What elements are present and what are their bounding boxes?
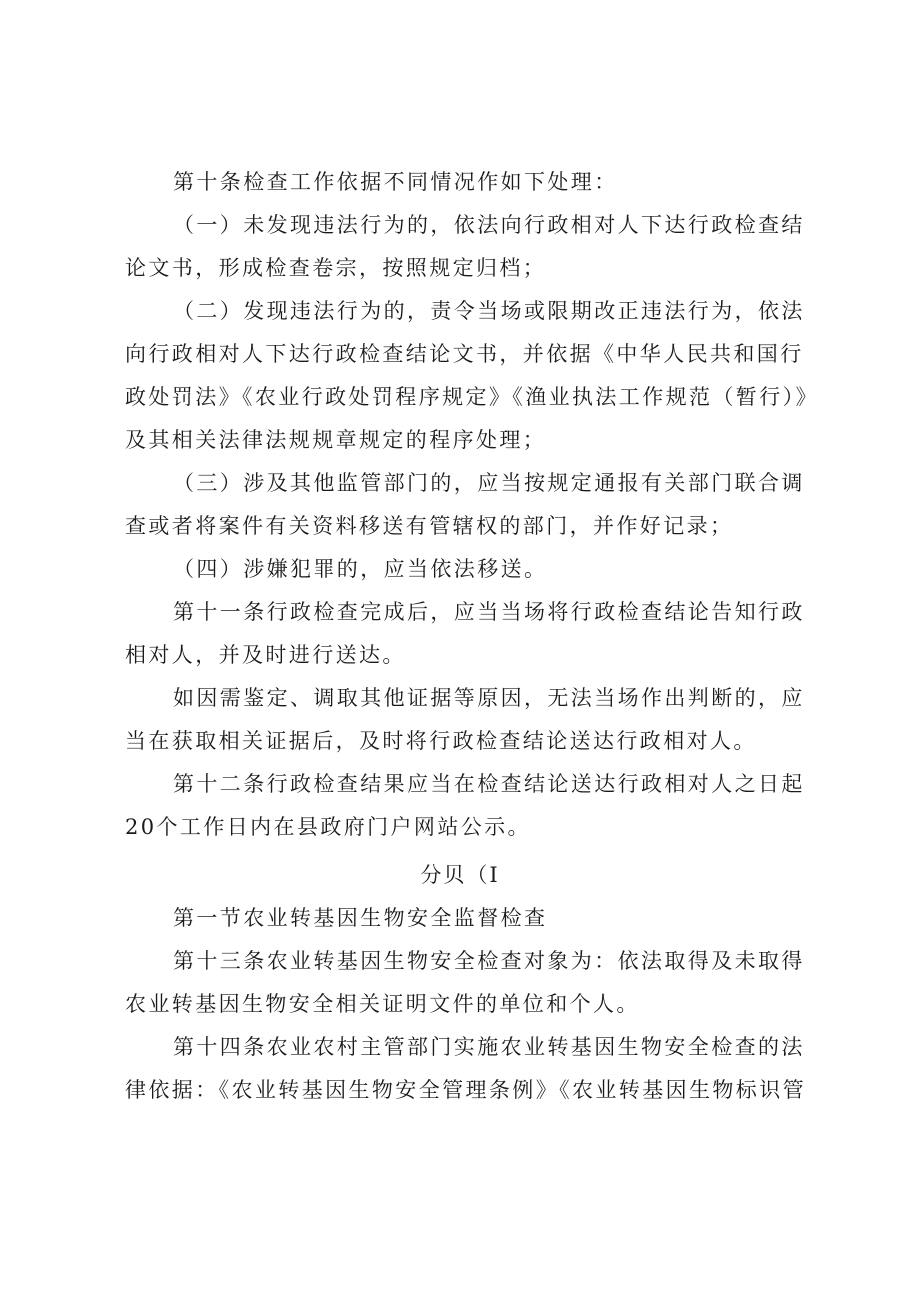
paragraph-article-11: 第十一条行政检查完成后，应当当场将行政检查结论告知行政相对人，并及时进行送达。	[125, 600, 805, 667]
paragraph-article-12: 第十二条行政检查结果应当在检查结论送达行政相对人之日起20个工作日内在县政府门户网站公示。	[125, 772, 805, 839]
paragraph-section-1-title: 第一节农业转基因生物安全监督检查	[173, 906, 548, 930]
paragraph-item-3: （三）涉及其他监管部门的，应当按规定通报有关部门联合调查或者将案件有关资料移送有管辖权的部门，并作好记录；	[125, 471, 805, 538]
section-heading: 分贝（I	[420, 863, 500, 887]
paragraph-article-13: 第十三条农业转基因生物安全检查对象为：依法取得及未取得农业转基因生物安全相关证明文件的单位和个人。	[125, 949, 805, 1016]
paragraph-article-14: 第十四条农业农村主管部门实施农业转基因生物安全检查的法律依据：《农业转基因生物安全管理条例》《农业转基因生物标识管	[125, 1035, 806, 1102]
paragraph-item-4: （四）涉嫌犯罪的，应当依法移送。	[173, 557, 548, 581]
paragraph-article-10: 第十条检查工作依据不同情况作如下处理：	[173, 170, 618, 194]
paragraph-item-2: （二）发现违法行为的，责令当场或限期改正违法行为，依法向行政相对人下达行政检查结论文书，并依据《中华人民共和国行政处罚法》《农业行政处罚程序规定》《渔业执法工作规范（暂行）》及其相关法律法规规章规定的程序处理；	[125, 299, 809, 452]
paragraph-article-11-note: 如因需鉴定、调取其他证据等原因，无法当场作出判断的，应当在获取相关证据后，及时将行政检查结论送达行政相对人。	[125, 686, 805, 753]
paragraph-item-1: （一）未发现违法行为的，依法向行政相对人下达行政检查结论文书，形成检查卷宗，按照规定归档；	[125, 213, 805, 280]
